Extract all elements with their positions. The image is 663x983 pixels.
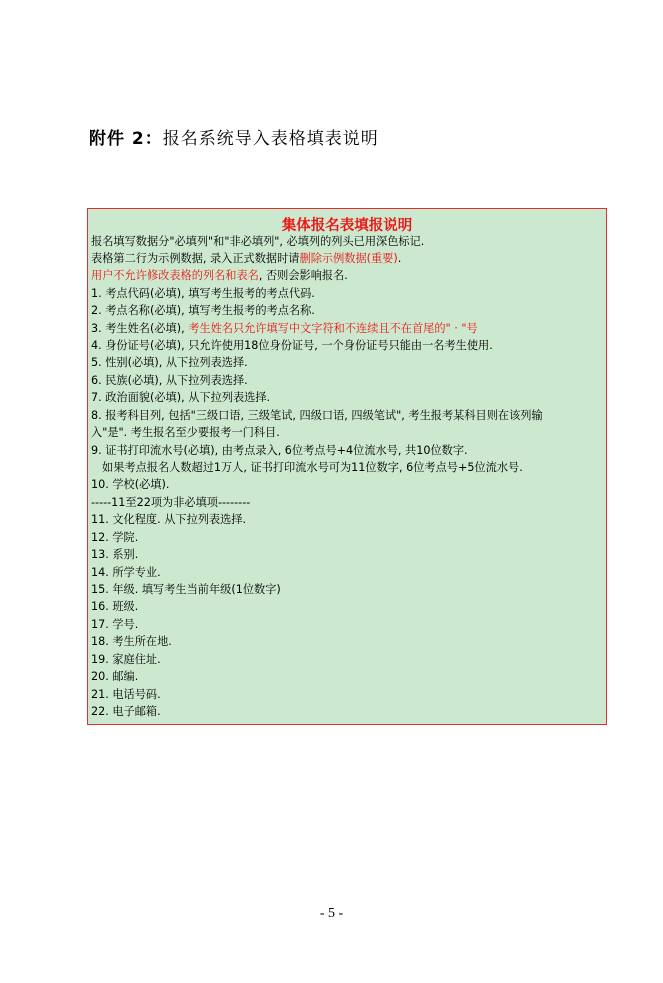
- intro-line-2: 表格第二行为示例数据, 录入正式数据时请删除示例数据(重要).: [91, 252, 402, 265]
- list-item: 21. 电话号码.: [91, 688, 161, 701]
- list-item: 14. 所学专业.: [91, 566, 161, 579]
- heading-prefix: 附件 2：: [89, 129, 163, 149]
- list-item: 5. 性别(必填), 从下拉列表选择.: [91, 356, 248, 369]
- heading-text: 报名系统导入表格填表说明: [162, 129, 379, 149]
- list-item-continuation: 如果考点报名人数超过1万人, 证书打印流水号可为11位数字, 6位考点号+5位流水号.: [102, 461, 523, 474]
- list-item: 7. 政治面貌(必填), 从下拉列表选择.: [91, 391, 271, 404]
- intro-line-1: 报名填写数据分"必填列"和"非必填列", 必填列的列头已用深色标记.: [91, 235, 425, 248]
- list-item: 13. 系别.: [91, 548, 139, 561]
- list-item: 22. 电子邮箱.: [91, 705, 161, 718]
- list-item: 12. 学院.: [91, 531, 139, 544]
- list-item: 20. 邮编.: [91, 670, 139, 683]
- list-item-continuation: 入"是". 考生报名至少要报考一门科目.: [91, 426, 280, 439]
- list-item: 17. 学号.: [91, 618, 139, 631]
- list-item: 15. 年级. 填写考生当前年级(1位数字): [91, 583, 281, 596]
- list-item: 3. 考生姓名(必填), 考生姓名只允许填写中文字符和不连续且不在首尾的" · "号: [91, 322, 478, 335]
- attachment-heading: [89, 124, 379, 149]
- list-item: 16. 班级.: [91, 600, 139, 613]
- list-item: 8. 报考科目列, 包括"三级口语, 三级笔试, 四级口语, 四级笔试", 考生报考某科目则在该列输: [91, 409, 543, 422]
- intro-line-3: 用户不允许修改表格的列名和表名, 否则会影响报名.: [91, 269, 348, 282]
- list-item: 6. 民族(必填), 从下拉列表选择.: [91, 374, 248, 387]
- instructions-box: [87, 208, 607, 725]
- page-number: - 5 -: [319, 906, 344, 921]
- optional-divider: -----11至22项为非必填项--------: [91, 496, 251, 509]
- list-item: 2. 考点名称(必填), 填写考生报考的考点名称.: [91, 304, 315, 317]
- delete-sample-warning: 删除示例数据(重要): [299, 252, 398, 265]
- list-item: 11. 文化程度. 从下拉列表选择.: [91, 513, 247, 526]
- list-item: 19. 家庭住址.: [91, 653, 161, 666]
- list-item: 18. 考生所在地.: [91, 635, 172, 648]
- box-title: 集体报名表填报说明: [281, 218, 413, 234]
- name-rule-warning: 考生姓名只允许填写中文字符和不连续且不在首尾的" · "号: [188, 322, 478, 335]
- list-item: 4. 身份证号(必填), 只允许使用18位身份证号, 一个身份证号只能由一名考生使用.: [91, 339, 493, 352]
- list-item: 10. 学校(必填).: [91, 478, 170, 491]
- list-item: 9. 证书打印流水号(必填), 由考点录入, 6位考点号+4位流水号, 共10位数字.: [91, 444, 468, 457]
- no-modify-warning: 用户不允许修改表格的列名和表名: [91, 269, 259, 282]
- list-item: 1. 考点代码(必填), 填写考生报考的考点代码.: [91, 287, 315, 300]
